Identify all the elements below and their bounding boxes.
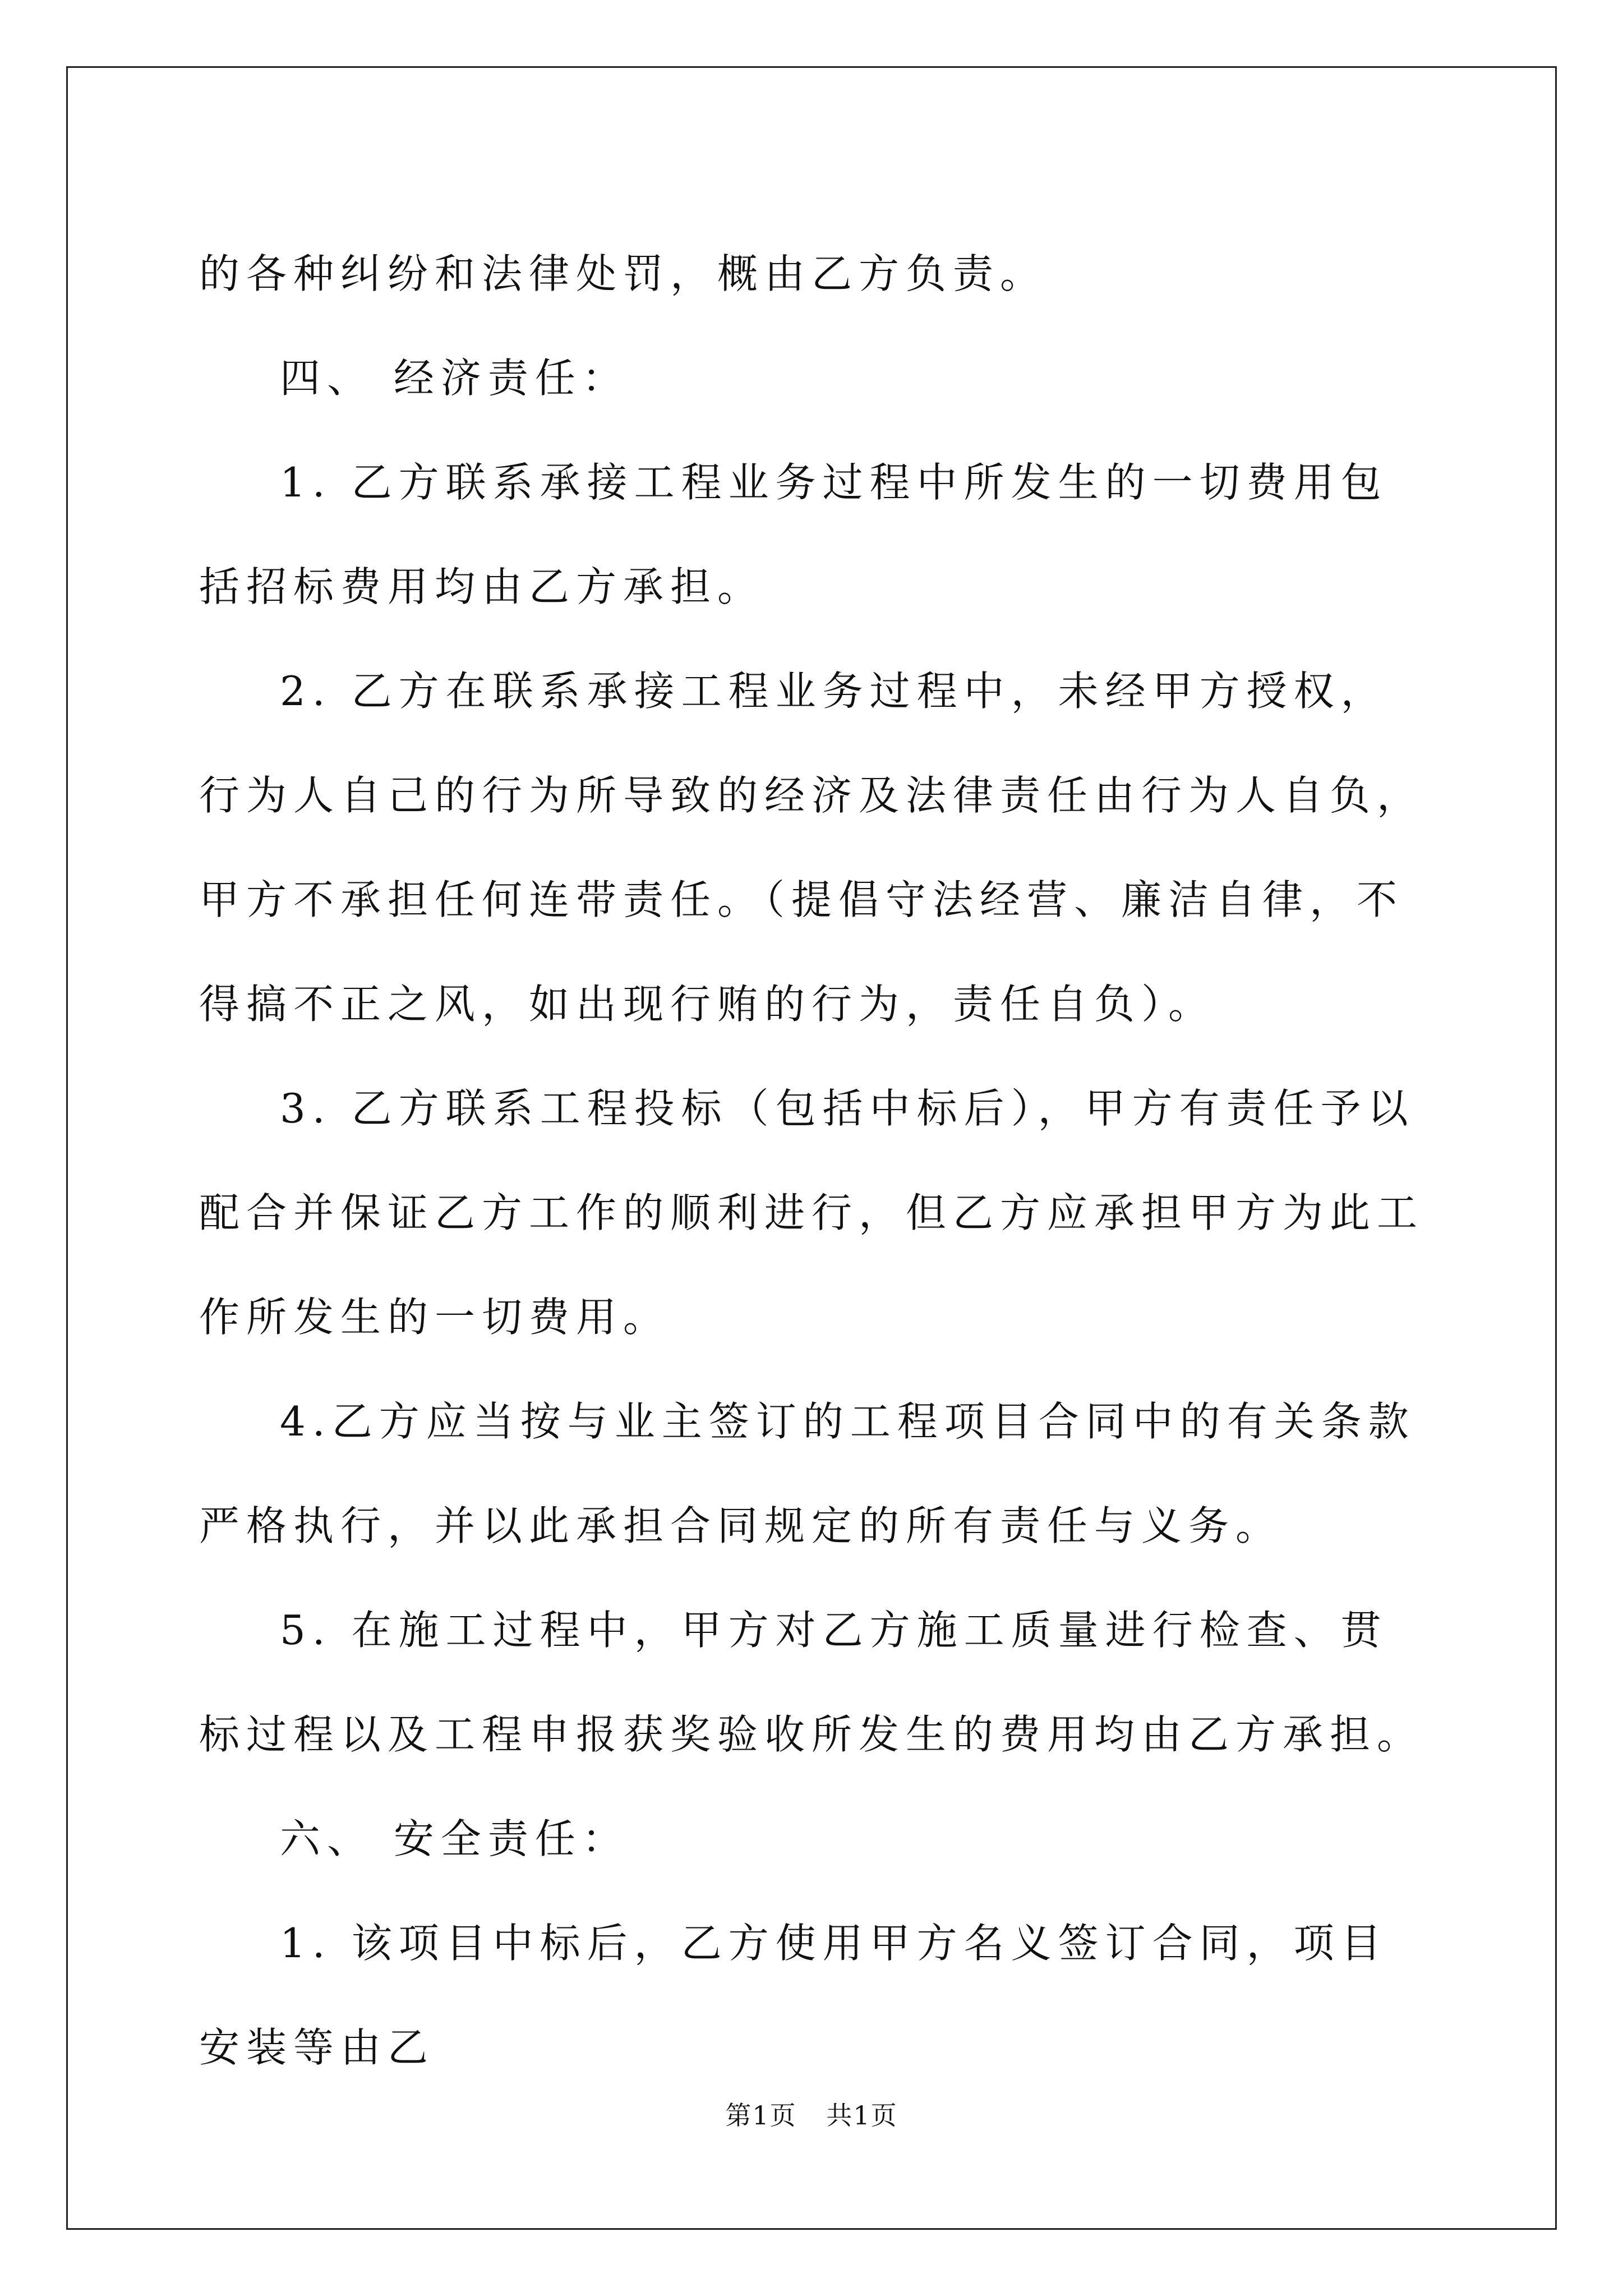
paragraph-item-5: 5. 在施工过程中，甲方对乙方施工质量进行检查、贯标过程以及工程申报获奖验收所发生的费用均由乙方承担。: [199, 1607, 1424, 1758]
paragraph-item-4: 4.乙方应当按与业主签订的工程项目合同中的有关条款严格执行，并以此承担合同规定的所有责任与义务。: [199, 1398, 1415, 1549]
paragraph-1: 的各种纠纷和法律处罚，概由乙方负责。: [199, 250, 1048, 297]
paragraph-item-1: 1. 乙方联系承接工程业务过程中所发生的一切费用包括招标费用均由乙方承担。: [199, 459, 1388, 610]
page-footer: [0, 2095, 1623, 2132]
paragraph-item-2: 2. 乙方在联系承接工程业务过程中，未经甲方授权，行为人自己的行为所导致的经济及法律责任由行为人自负，甲方不承担任何连带责任。（提倡守法经营、廉洁自律，不得搞不正之风，如出现行贿的行为，责任自负）。: [199, 668, 1424, 1028]
page-total: 共1页: [826, 2100, 898, 2131]
section-heading-economic-responsibility: 四、 经济责任：: [280, 355, 629, 402]
section-heading-safety-responsibility: 六、 安全责任：: [280, 1815, 629, 1862]
paragraph-safety-item-1: 1. 该项目中标后，乙方使用甲方名义签订合同，项目安装等由乙: [199, 1920, 1388, 2071]
page-number: 第1页: [725, 2100, 797, 2131]
document-body: [199, 222, 1433, 2100]
paragraph-item-3: 3. 乙方联系工程投标（包括中标后），甲方有责任予以配合并保证乙方工作的顺利进行，但乙方应承担甲方为此工作所发生的一切费用。: [199, 1085, 1424, 1341]
